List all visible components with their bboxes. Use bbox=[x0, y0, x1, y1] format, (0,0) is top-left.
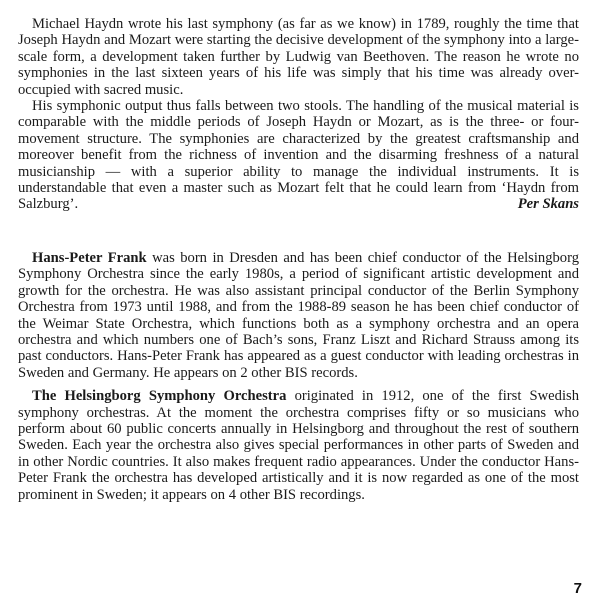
orchestra-biography bbox=[18, 388, 579, 503]
conductor-biography bbox=[18, 250, 579, 381]
conductor-name: Hans-Peter Frank bbox=[32, 250, 147, 266]
orchestra-name: The Helsingborg Symphony Orchestra bbox=[32, 388, 287, 405]
page-number: 7 bbox=[573, 580, 582, 597]
conductor-biography-text: was born in Dresden and has been chief conductor of the Helsingborg Symphony Orchestra since the early 1980s, a period of significant artistic development and growth for the orchestra. He was also assistant principal conductor of the Berlin Symphony Orchestra from 1973 until 1988, and from the 1988-89 season he has been chief conductor of the Weimar State Orchestra, which functions both as a symphony orchestra and an opera orchestra and which numbers one of Bach’s sons, Franz Liszt and Richard Strauss among its past conductors. Hans-Peter Frank has appeared as a guest conductor with leading orchestras in Sweden and Germany. He appears on 2 other BIS records. bbox=[18, 250, 579, 381]
essay-paragraph-1: Michael Haydn wrote his last symphony (as far as we know) in 1789, roughly the time that Joseph Haydn and Mozart were starting the decisive development of the symphony into a large-scale form, a development taken further by Ludwig van Beethoven. The reason he wrote no symphonies in the last sixteen years of his life was simply that his time was already over-occupied with sacred music. bbox=[18, 16, 579, 98]
haydn-essay bbox=[18, 16, 579, 213]
orchestra-biography-text: originated in 1912, one of the first Swedish symphony orchestras. At the moment the orchestra comprises fifty or so musicians who perform about 60 public concerts annually in Helsingborg and throughout the rest of southern Sweden. Each year the orchestra also gives special performances in other parts of Sweden and in other Nordic countries. It also makes frequent radio appearances. Under the conductor Hans-Peter Frank the orchestra has developed artistically and it is now regarded as one of the most prominent in Sweden; it appears on 4 other BIS recordings. bbox=[18, 388, 579, 503]
essay-paragraph-2 bbox=[18, 98, 579, 213]
biographies bbox=[18, 250, 579, 503]
author-signature: Per Skans bbox=[517, 196, 579, 213]
essay-paragraph-2-text: His symphonic output thus falls between two stools. The handling of the musical material is comparable with the middle periods of Joseph Haydn or Mozart, as is the three- or four-movement structure. The symphonies are characterized by the greatest craftsmanship and moreover benefit from the richness of invention and the disarming freshness of a natural musicianship — with a superior ability to manage the individual instruments. It is understandable that even a master such as Mozart felt that he could learn from ‘Haydn from Salzburg’. bbox=[18, 98, 579, 213]
